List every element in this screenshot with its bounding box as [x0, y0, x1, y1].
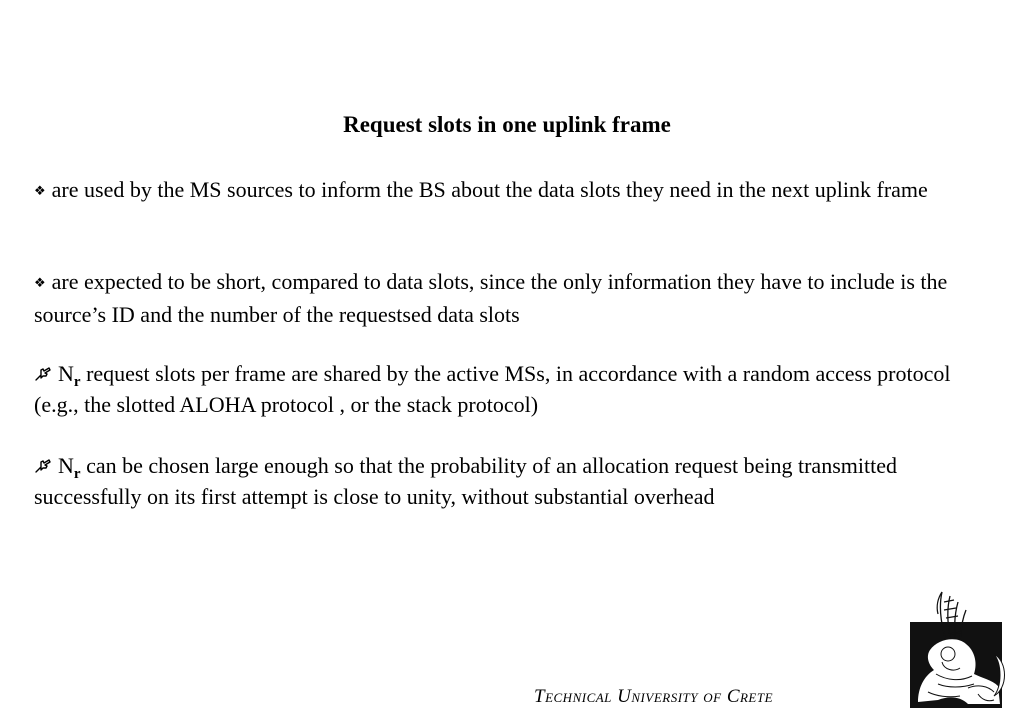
diamond-bullet-icon: ❖ — [34, 276, 46, 291]
bullet-item-1 — [34, 174, 994, 207]
bullet-text: are expected to be short, compared to data slots, since the only information they have to include is the source’s ID and the number of the requestsed data slots — [34, 269, 948, 327]
pointing-hand-icon — [34, 457, 52, 475]
bullet-item-4 — [34, 450, 994, 512]
slide-title: Request slots in one uplink frame — [343, 112, 671, 137]
bullet-item-2 — [34, 266, 994, 330]
nr-variable: $N_r$ — [58, 453, 81, 482]
bullet-item-3 — [34, 358, 994, 420]
university-emblem-icon — [908, 588, 1012, 710]
bullet-text: request slots per frame are shared by the active MSs, in accordance with a random access protocol (e.g., the slotted ALOHA protocol , or the stack protocol) — [34, 361, 951, 417]
bullet-text: can be chosen large enough so that the probability of an allocation request being transmitted successfully on its first attempt is close to unity, without substantial overhead — [34, 453, 897, 509]
bullet-text: are used by the MS sources to inform the BS about the data slots they need in the next uplink frame — [51, 177, 928, 202]
pointing-hand-icon — [34, 365, 52, 383]
nr-variable: $N_r$ — [58, 361, 81, 390]
footer-institution: Technical University of Crete — [534, 686, 774, 707]
diamond-bullet-icon: ❖ — [34, 184, 46, 199]
